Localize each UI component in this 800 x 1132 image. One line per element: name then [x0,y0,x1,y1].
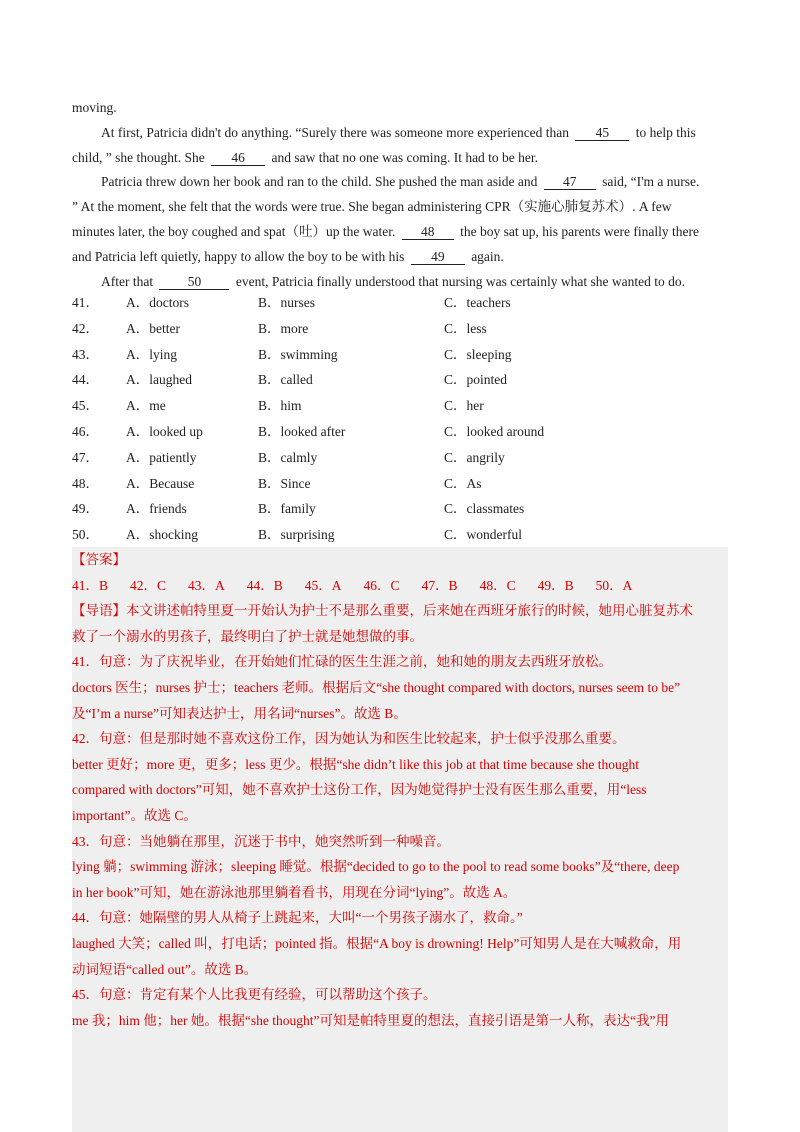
option-a: A．looked up [126,423,203,439]
explanation-line: 44．句意：她隔壁的男人从椅子上跳起来，大叫“一个男孩子溺水了，救命。” [72,910,523,926]
explanation-line: 41．句意：为了庆祝毕业，在开始她们忙碌的医生生涯之前，她和她的朋友去西班牙放松。 [72,654,612,670]
explanation-line: 45．句意：肯定有某个人比我更有经验，可以帮助这个孩子。 [72,987,437,1003]
question-number: 47． [72,449,99,465]
answer-item: 46．C [363,577,400,593]
option-row [72,445,728,471]
blank-48: 48 [402,224,454,240]
option-row [72,522,728,548]
option-b: B．Since [258,475,311,491]
option-a: A．better [126,320,180,336]
answer-item: 45．A [304,577,342,593]
option-a: A．me [126,398,166,414]
option-a: A．laughed [126,372,192,388]
option-row [72,393,728,419]
passage-text: the boy sat up, his parents were finally there [460,223,699,239]
blank-47: 47 [544,174,596,190]
explanation-line: 动词短语“called out”。故选 B。 [72,961,258,977]
option-c: C．teachers [444,295,511,310]
option-row [72,419,728,445]
option-b: B．him [258,398,302,414]
answer-item: 49．B [537,577,574,593]
option-a: A．patiently [126,449,197,465]
option-b: B．calmly [258,449,318,465]
explanation-line: compared with doctors”可知，她不喜欢护士这份工作，因为她觉得护士没有医生那么重要，用“less [72,782,647,798]
explanation-line: 及“I’m a nurse”可知表达护士，用名词“nurses”。故选 B。 [72,705,407,721]
option-b: B．nurses [258,295,315,310]
option-c: C．her [444,398,484,414]
passage-text: event, Patricia finally understood that nursing was certainly what she wanted to do. [235,273,685,289]
question-number: 48． [72,475,99,491]
explanation-line: 【导语】本文讲述帕特里夏一开始认为护士不是那么重要，后来她在西班牙旅行的时候，她用心脏复苏术 [72,603,693,619]
question-number: 42． [72,320,99,336]
passage [72,96,728,294]
option-c: C．angrily [444,449,505,465]
passage-line [72,146,728,171]
blank-50: 50 [159,274,229,290]
answer-item: 48．C [479,577,516,593]
explanation-line: better 更好；more 更，更多；less 更少。根据“she didn’t like this job at that time because she thought [72,756,640,772]
explanation-line: lying 躺；swimming 游泳；sleeping 睡觉。根据“decided to go to the pool to read some books”及“there, deep [72,859,680,875]
option-b: B．family [258,501,316,517]
option-c: C．wonderful [444,527,522,543]
question-number: 46． [72,423,99,439]
explanation-line: doctors 医生；nurses 护士；teachers 老师。根据后文“she thought compared with doctors, nurses seem to be” [72,679,681,695]
option-b: B．looked after [258,423,346,439]
explanation-line: me 我；him 他；her 她。根据“she thought”可知是帕特里夏的想法，直接引语是第一人称，表达“我”用 [72,1012,669,1028]
option-c: C．As [444,475,482,491]
question-number: 43． [72,346,99,362]
option-row [72,471,728,497]
explanation-line: laughed 大笑；called 叫，打电话；pointed 指。根据“A boy is drowning! Help”可知男人是在大喊救命，用 [72,935,682,951]
option-c: C．less [444,320,487,336]
option-row [72,367,728,393]
blank-45: 45 [575,125,629,141]
explanation-line: 救了一个溺水的男孩子，最终明白了护士就是她想做的事。 [72,628,423,644]
passage-text: and Patricia left quietly, happy to allow the boy to be with his [72,248,405,264]
explanation-line: in her book”可知，她在游泳池那里躺着看书，用现在分词“lying”。故选 A。 [72,884,517,900]
answer-item: 47．B [421,577,458,593]
answer-item: 41．B [72,577,109,593]
passage-line [72,245,728,270]
option-row [72,290,728,316]
option-c: C．classmates [444,501,525,517]
answer-key [72,573,728,599]
answer-heading: 【答案】 [72,552,126,567]
passage-text: to help this [635,124,696,140]
option-b: B．more [258,320,309,336]
option-a: A．Because [126,475,195,491]
question-number: 49． [72,501,99,517]
option-b: B．surprising [258,527,335,543]
passage-text: At first, Patricia didn't do anything. “Surely there was someone more experienced than [101,124,570,140]
question-number: 50． [72,527,99,543]
passage-text: minutes later, the boy coughed and spat（吐）up the water. [72,223,396,239]
passage-line [72,170,728,195]
answer-item: 50．A [595,577,633,593]
option-a: A．doctors [126,295,189,310]
option-row [72,496,728,522]
option-a: A．shocking [126,527,198,543]
passage-line: moving. [72,100,117,115]
option-b: B．called [258,372,313,388]
options-list [72,290,728,548]
passage-line [72,220,728,245]
option-c: C．looked around [444,423,545,439]
option-c: C．pointed [444,372,507,388]
question-number: 45． [72,398,99,414]
explanation-line: 42．句意：但是那时她不喜欢这份工作，因为她认为和医生比较起来，护士似乎没那么重要。 [72,731,626,747]
passage-text: Patricia threw down her book and ran to the child. She pushed the man aside and [101,174,538,190]
option-c: C．sleeping [444,346,512,362]
blank-46: 46 [211,150,265,166]
option-row [72,342,728,368]
passage-text: said, “I'm a nurse. [602,174,700,190]
question-number: 44． [72,372,99,388]
explanation-line: important”。故选 C。 [72,807,197,823]
question-number: 41． [72,295,99,310]
option-b: B．swimming [258,346,338,362]
answer-section [72,547,728,1132]
passage-line: ” At the moment, she felt that the words were true. She began administering CPR（实施心肺复苏术）. A few [72,199,672,215]
answer-item: 44．B [246,577,283,593]
option-row [72,316,728,342]
answer-item: 42．C [130,577,167,593]
passage-text: again. [471,248,504,264]
option-a: A．friends [126,501,187,517]
passage-line [72,121,728,146]
passage-text: and saw that no one was coming. It had to be her. [271,149,539,165]
blank-49: 49 [411,249,465,265]
answer-item: 43．A [188,577,225,593]
passage-text: child, ” she thought. She [72,149,205,165]
explanation-line: 43．句意：当她躺在那里，沉迷于书中，她突然听到一种噪音。 [72,833,450,849]
passage-text: After that [101,273,154,289]
option-a: A．lying [126,346,178,362]
